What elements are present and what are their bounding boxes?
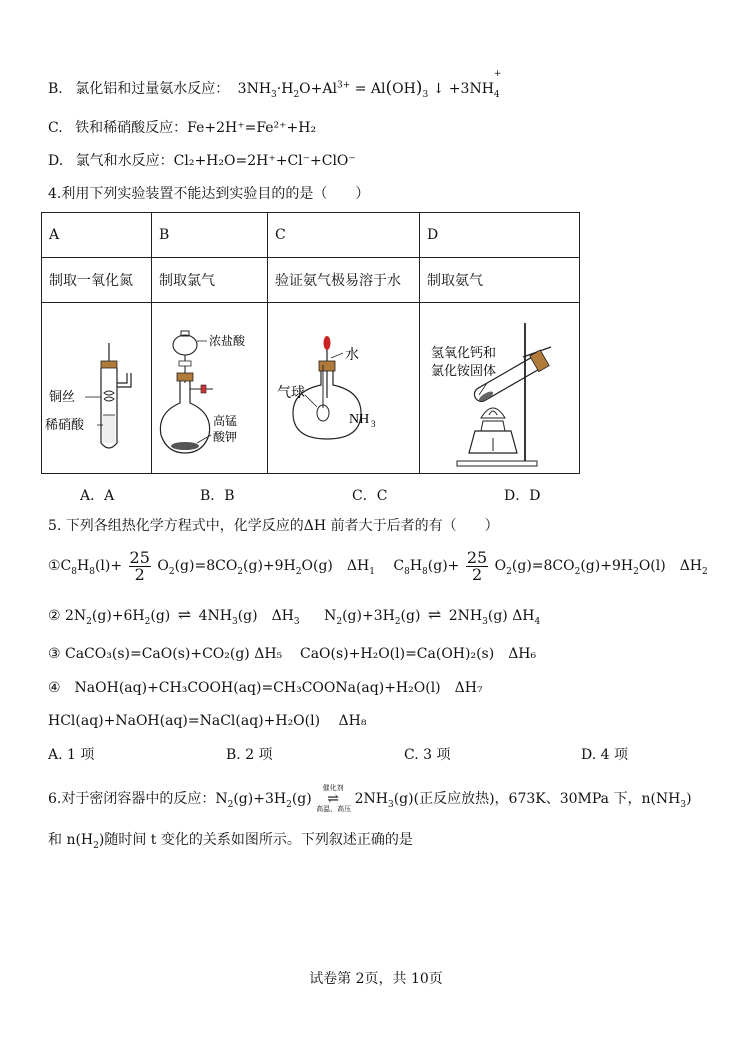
label-copper-wire: 铜丝 <box>48 389 75 404</box>
apparatus-a-diagram <box>43 303 151 469</box>
q4-apparatus-row <box>42 303 580 474</box>
q4-options-table <box>41 212 580 474</box>
q4-purpose-b: 制取氯气 <box>152 258 268 303</box>
apparatus-d-diagram <box>421 303 579 469</box>
q6-prefix: 6.对于密闭容器中的反应：$N_2(g)+3H_2(g)$ <box>48 791 312 810</box>
q4-choice-c: C．C <box>352 488 388 504</box>
q4-purpose-a: 制取一氧化氮 <box>42 258 152 303</box>
q6-n-nh3: $n(NH_3)$ <box>641 791 692 810</box>
q4-choice-d: D．D <box>504 488 541 504</box>
q3-option-d-text: 氯气和水反应：Cl₂+H₂O=2H⁺+Cl⁻+ClO⁻ <box>75 153 356 169</box>
q4-purpose-row <box>42 258 580 303</box>
equilibrium-arrow-icon: ⇌ <box>327 791 340 807</box>
q3-option-c-text: 铁和稀硝酸反应：Fe+2H⁺=Fe²⁺+H₂ <box>75 120 317 136</box>
q4-choice-a: A．A <box>80 488 115 504</box>
page-footer: 试卷第 2页，共 10页 <box>309 971 443 987</box>
q5-row1-eq1: $①C_8H_8(l)+$ $\frac{25}{2}$ $O_2(g)=8CO_2(g)+9H_2O(g)$ $\Delta H_1$ <box>48 547 375 584</box>
q5-choice-a: A. 1 项 <box>48 747 95 763</box>
q6-catalyst-label: 催化剂 <box>322 784 344 792</box>
q4-header-d: D <box>420 213 580 258</box>
q4-header-a: A <box>42 213 152 258</box>
label-balloon: 气球 <box>276 386 305 401</box>
q6-reaction-condition <box>316 784 350 814</box>
q3-option-d <box>48 151 356 171</box>
q4-header-b: B <box>152 213 268 258</box>
q4-choice-b: B．B <box>200 488 235 504</box>
q5-row3-eq1: ③ CaCO₃(s)=CaO(s)+CO₂(g) ΔH₅ <box>48 646 283 662</box>
q3-option-d-label: D. <box>48 153 64 169</box>
label-kmno4-line1: 高锰 <box>212 414 237 428</box>
q3-option-b-text: 氯化铝和过量氨水反应： <box>75 81 230 97</box>
q4-purpose-c: 验证氨气极易溶于水 <box>268 258 420 303</box>
q6-condition-label: 高温、高压 <box>316 805 352 813</box>
q5-row3-eq2: CaO(s)+H₂O(l)=Ca(OH)₂(s) ΔH₆ <box>300 646 537 662</box>
label-dilute-nitric-acid: 稀硝酸 <box>44 417 84 432</box>
label-kmno4-line2: 酸钾 <box>212 430 237 444</box>
q5-choice-c: C. 3 项 <box>404 747 451 763</box>
equilibrium-arrow-icon: ⇌ <box>427 605 442 624</box>
q5-row3 <box>48 644 537 664</box>
q5-choice-b: B. 2 项 <box>226 747 273 763</box>
q5-row4-second: HCl(aq)+NaOH(aq)=NaCl(aq)+H₂O(l) ΔH₈ <box>48 713 367 729</box>
fraction-25-2: $\frac{25}{2}$ <box>129 547 150 584</box>
q4-stem: 4.利用下列实验装置不能达到实验目的的是（ ） <box>48 186 370 202</box>
q5-row2 <box>48 605 540 626</box>
q3-option-c <box>48 118 316 138</box>
q4-header-c: C <box>268 213 420 258</box>
q5-row1-eq2: $C_8H_8(g)+$ $\frac{25}{2}$ $O_2(g)=8CO_2(g)+9H_2O(l)$ $\Delta H_2$ <box>393 547 708 584</box>
q6-stem-line1 <box>48 784 692 814</box>
apparatus-a <box>42 303 152 474</box>
q6-n-h2: 和 $n(H_2)$ <box>48 832 105 851</box>
q4-header-row <box>42 213 580 258</box>
label-reagent-line2: 氯化铵固体 <box>430 363 496 378</box>
q3-option-b <box>48 69 502 100</box>
q6-line2-text: 随时间 t 变化的关系如图所示。下列叙述正确的是 <box>104 832 413 848</box>
apparatus-b <box>152 303 268 474</box>
q5-choice-d: D. 4 项 <box>581 747 628 763</box>
apparatus-d <box>420 303 580 474</box>
q3-option-b-label: B. <box>48 81 63 97</box>
q3-option-b-equation: $3NH_3\cdot H_2O+Al^{3+} = Al(OH)_3$ ↓ +3NH + $_4$ <box>237 69 502 100</box>
q3-option-c-label: C. <box>48 120 63 136</box>
q6-text-after: (正反应放热)，673K、30MPa 下， <box>413 791 642 807</box>
apparatus-b-diagram <box>153 303 267 469</box>
q4-purpose-d: 制取氨气 <box>420 258 580 303</box>
label-reagent-line1: 氢氧化钙和 <box>430 345 496 360</box>
label-nh3-subscript: 3 <box>370 419 375 429</box>
q6-stem-line2 <box>48 830 413 850</box>
fraction-25-2-second: $\frac{25}{2}$ <box>466 547 488 584</box>
q5-row4: ④ NaOH(aq)+CH₃COOH(aq)=CH₃COONa(aq)+H₂O(l) ΔH₇ <box>48 680 483 696</box>
q5-row2-eq1: ② $2N_2(g)+6H_2(g)$ ⇌ $4NH_3(g)$ $\Delta H_3$ <box>48 605 300 627</box>
label-nh3: NH <box>348 412 369 427</box>
q5-stem: 5. 下列各组热化学方程式中，化学反应的ΔH 前者大于后者的有（ ） <box>48 518 499 534</box>
equilibrium-arrow-icon: ⇌ <box>177 605 192 624</box>
q5-row1 <box>48 544 708 588</box>
apparatus-c <box>268 303 420 474</box>
q6-product: $2NH_3(g)$ <box>354 791 414 810</box>
label-water: 水 <box>344 348 359 363</box>
q5-row2-eq2: $N_2(g)+3H_2(g)$ ⇌ $2NH_3(g)$ $\Delta H_4$ <box>324 605 541 627</box>
apparatus-c-diagram <box>269 303 419 469</box>
label-conc-hcl: 浓盐酸 <box>208 334 245 348</box>
